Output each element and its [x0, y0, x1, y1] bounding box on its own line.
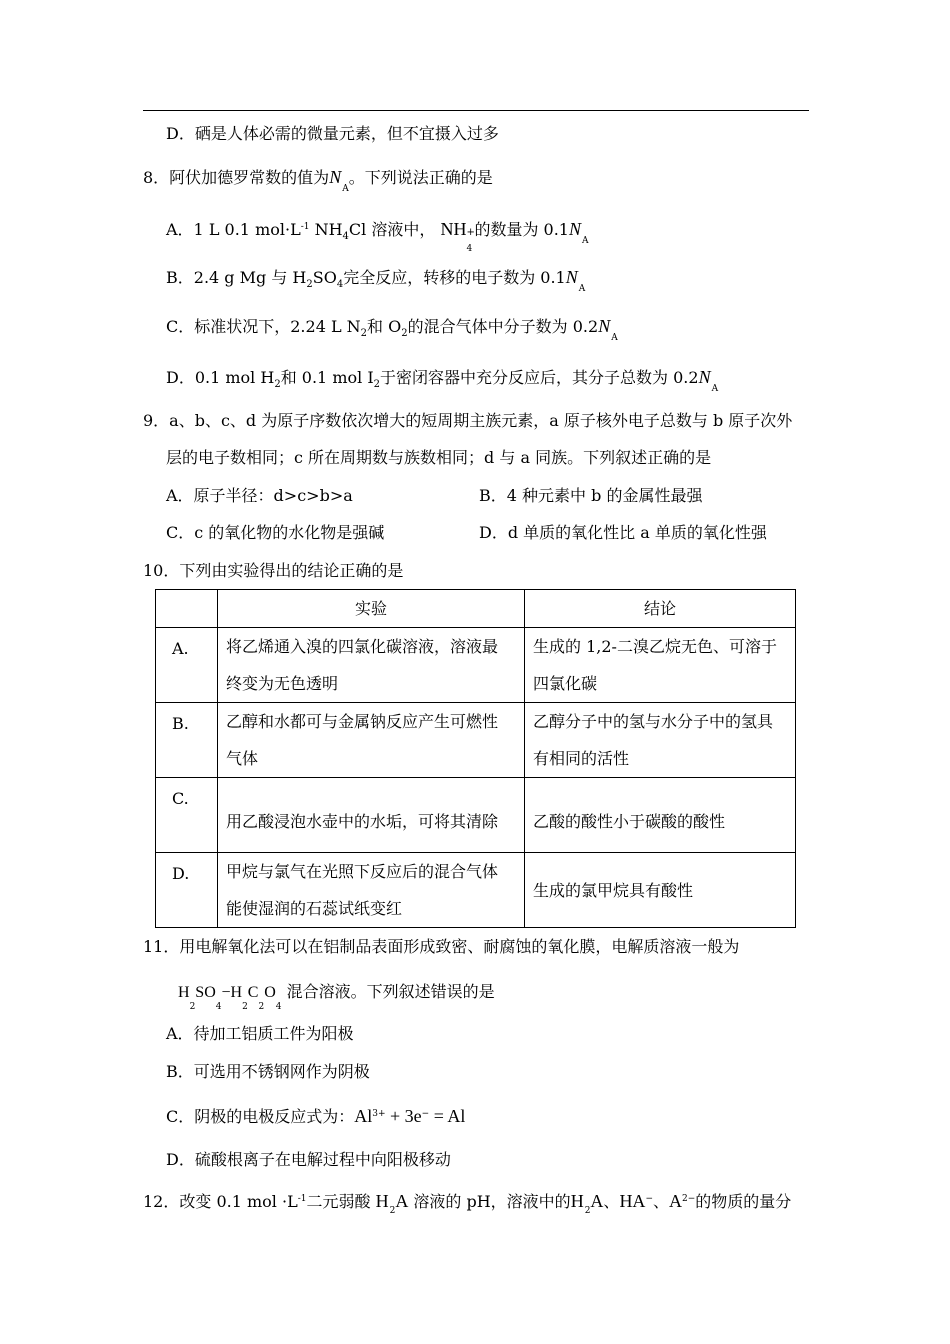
- row-label: D.: [156, 853, 218, 928]
- conclusion-cell: 乙醇分子中的氢与水分子中的氢具 有相同的活性: [525, 703, 796, 778]
- q11-option-c: C．阴极的电极反应式为：$Al^{3+} + 3e^- = Al$: [166, 1106, 466, 1126]
- q8-stem: 8．阿伏加德罗常数的值为$N_A$。下列说法正确的是: [143, 167, 493, 194]
- q9-stem-line2: 层的电子数相同；c 所在周期数与族数相同；d 与 a 同族。下列叙述正确的是: [166, 448, 712, 467]
- experiment-cell: 将乙烯通入溴的四氯化碳溶液，溶液最 终变为无色透明: [218, 628, 525, 703]
- table-row: [156, 628, 796, 703]
- table-header: [156, 590, 218, 628]
- q11-option-b: B．可选用不锈钢网作为阴极: [166, 1062, 370, 1081]
- q11-electrolyte-formula: $H_2SO_4-H_2C_2O_4$ 混合溶液。下列叙述错误的是: [178, 982, 495, 1012]
- table-row: [156, 853, 796, 928]
- q9-option-d: D．d 单质的氧化性比 a 单质的氧化性强: [479, 523, 767, 542]
- table-header-row: [156, 590, 796, 628]
- experiment-cell: 用乙酸浸泡水壶中的水垢，可将其清除: [218, 778, 525, 853]
- q11-option-a: A．待加工铝质工件为阳极: [166, 1024, 354, 1043]
- conclusion-cell: 乙酸的酸性小于碳酸的酸性: [525, 778, 796, 853]
- header-rule: [143, 110, 809, 111]
- experiment-table: [155, 589, 796, 928]
- q9-option-a: A．原子半径：d>c>b>a: [166, 486, 353, 505]
- q11-stem-line1: 11．用电解氧化法可以在铝制品表面形成致密、耐腐蚀的氧化膜，电解质溶液一般为: [143, 937, 740, 956]
- q10-stem: 10．下列由实验得出的结论正确的是: [143, 561, 404, 580]
- experiment-cell: 乙醇和水都可与金属钠反应产生可燃性 气体: [218, 703, 525, 778]
- q9-option-c: C．c 的氧化物的水化物是强碱: [166, 523, 385, 542]
- row-label: B.: [156, 703, 218, 778]
- q12-stem: 12．改变 0.1 mol $\cdot L^{-1}$二元弱酸 $H_2A$ 溶液的 pH，溶液中的$H_2A$、HA−、$A^{2-}$的物质的量分: [143, 1191, 792, 1216]
- q9-option-b: B．4 种元素中 b 的金属性最强: [479, 486, 703, 505]
- prev-option-d: D．硒是人体必需的微量元素，但不宜摄入过多: [166, 124, 499, 143]
- conclusion-cell: 生成的 1,2-二溴乙烷无色、可溶于 四氯化碳: [525, 628, 796, 703]
- table-header: 结论: [525, 590, 796, 628]
- q8-option-d: D．0.1 mol $H_2$和 0.1 mol $I_2$于密闭容器中充分反应后，其分子总数为 $0.2N_A$: [166, 367, 719, 394]
- table-row: [156, 778, 796, 853]
- experiment-cell: 甲烷与氯气在光照下反应后的混合气体 能使湿润的石蕊试纸变红: [218, 853, 525, 928]
- q9-stem-line1: 9．a、b、c、d 为原子序数依次增大的短周期主族元素，a 原子核外电子总数与 b 原子次外: [143, 411, 793, 430]
- q8-option-a: A．1 L 0.1 $mol\cdot L^{-1}$ $NH_4Cl$ 溶液中， NH + 4 的数量为 $0.1N_A$: [166, 219, 589, 254]
- q8-option-b: B．2.4 g Mg 与 $H_2SO_4$完全反应，转移的电子数为 $0.1N_A$: [166, 267, 586, 294]
- conclusion-cell: 生成的氯甲烷具有酸性: [525, 853, 796, 928]
- row-label: C.: [156, 778, 218, 853]
- table-row: [156, 703, 796, 778]
- q8-option-c: C．标准状况下，2.24 L $N_2$和 $O_2$的混合气体中分子数为 $0.2N_A$: [166, 316, 618, 343]
- na-symbol: N: [329, 167, 342, 187]
- table-header: 实验: [218, 590, 525, 628]
- row-label: A.: [156, 628, 218, 703]
- q11-option-d: D．硫酸根离子在电解过程中向阳极移动: [166, 1150, 451, 1169]
